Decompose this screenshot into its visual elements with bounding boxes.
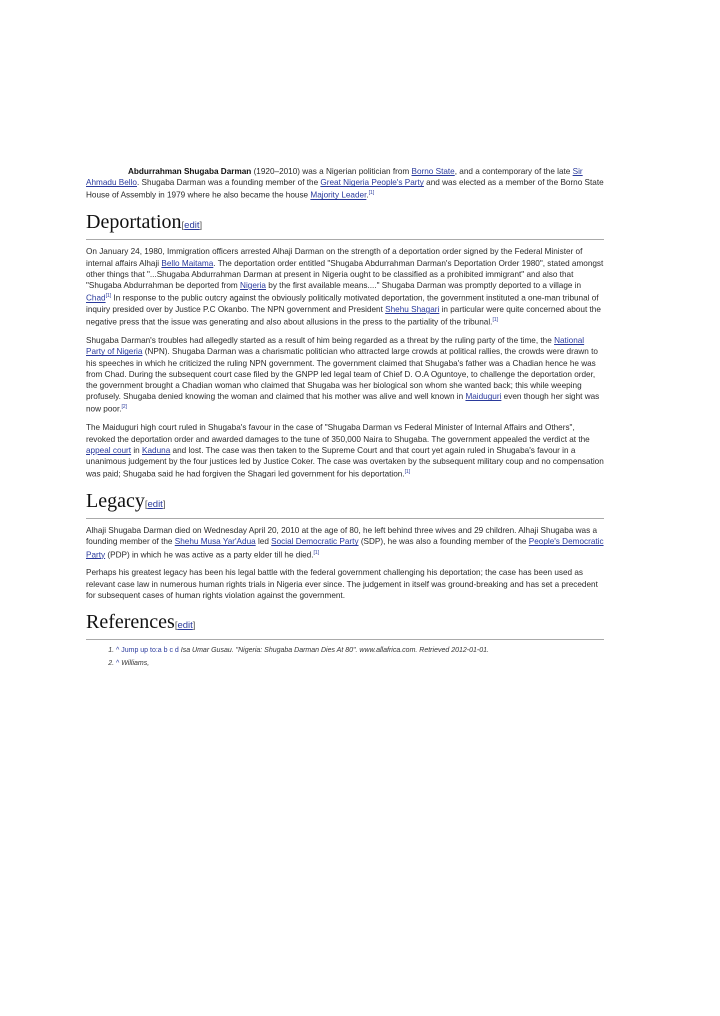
link-appeal-court[interactable]: appeal court: [86, 445, 132, 455]
legacy-paragraph-1: Alhaji Shugaba Darman died on Wednesday April 20, 2010 at the age of 80, he left behind three wives and 29 children. Alhaji Shugaba was a founding member of the Shehu Musa Yar'Adua led Social Democratic Party (SDP), he was also a founding member of the People's Democratic Party (PDP) in which he was active as a party elder till he died.[1]: [86, 526, 604, 560]
edit-section-deportation: [edit]: [181, 220, 203, 232]
link-nigeria[interactable]: Nigeria: [240, 280, 266, 290]
citation-ref[interactable]: [1]: [313, 549, 320, 556]
section-heading-legacy: Legacy[edit]: [86, 490, 604, 519]
section-heading-references: References[edit]: [86, 611, 604, 640]
edit-link[interactable]: edit: [184, 220, 200, 232]
deportation-paragraph-2: Shugaba Darman's troubles had allegedly started as a result of him being regarded as a threat by the ruling party of the time, the National Party of Nigeria (NPN). Shugaba Darman was a charismatic politician who attracted large crowds at political rallies, the crowds were drawn to his speeches in which he criticized the ruling NPN government. The government claimed that Shugaba's father was a Chadian hence he was from Chad. During the subsequent court case filed by the GNPP led legal team of Chief D. O.A Oguntoye, to challenge the deportation order, the government brought a Chadian woman who claimed that Shugaba was her biological son whom she wanted back; this while weeping profusely. Shugaba denied knowing the woman and claimed that his mother was alive and well known in Maiduguri even though her sight was now poor.[2]: [86, 336, 600, 415]
deportation-paragraph-1: On January 24, 1980, Immigration officers arrested Alhaji Darman on the strength of a deportation order signed by the Federal Minister of internal affairs Alhaji Bello Maitama. The deportation order entitled "Shugaba Abdurrahman Darman's Deportation Order 1980", stated amongst other things that "...Shugaba Abdurrahman Darman at present in Nigeria ought to be classified as a prohibited immigrant" and also that "Shugaba Abdurrahman be deported from Nigeria by the first available means...." Shugaba Darman was promptly deported to a village in Chad[1] In response to the public outcry against the obviously politically motivated deportation, the government instituted a one-man tribunal of inquiry presided over by Justice P.C Okanbo. The NPN government and President Shehu Shagari in particular were quite concerned about the negative press that the issue was generating and also about allusions in the press to the partiality of the tribunal.[1]: [86, 247, 604, 328]
section-heading-deportation: Deportation[edit]: [86, 211, 604, 240]
citation-ref[interactable]: [1]: [404, 469, 411, 476]
deportation-paragraph-3: The Maiduguri high court ruled in Shugaba's favour in the case of "Shugaba Darman vs Federal Minister of Internal Affairs and Others", revoked the deportation order and awarded damages to the tune of 350,000 Naira to Shugaba. The government appealed the verdict at the appeal court in Kaduna and lost. The case was then taken to the Supreme Court and that court yet again ruled in Shugaba's favour in a unanimous judgement by the four justices led by Justice Coker. The case was overtaken by the subsequent military coup and no compensation was paid; Shugaba said he had forgiven the Shagari led government for his deportation.[1]: [86, 423, 604, 479]
jump-up-link[interactable]: ^ Jump up to:a b c d: [116, 647, 181, 655]
edit-link[interactable]: edit: [147, 499, 163, 511]
reference-item: 2. ^ Williams,: [116, 659, 604, 669]
citation-ref[interactable]: [1]: [105, 293, 112, 300]
link-borno-state[interactable]: Borno State: [411, 167, 455, 176]
link-kaduna[interactable]: Kaduna: [142, 445, 171, 455]
link-maiduguri[interactable]: Maiduguri: [465, 392, 502, 402]
article-body: [86, 166, 604, 672]
intro-paragraph: Abdurrahman Shugaba Darman (1920–2010) was a Nigerian politician from Borno State, and a contemporary of the late Sir Ahmadu Bello. Shugaba Darman was a founding member of the Great Nigeria People's Party and was elected as a member of the Borno State House of Assembly in 1979 where he also became the house Majority Leader.[1]: [86, 167, 604, 201]
citation-ref[interactable]: [1]: [368, 190, 375, 197]
link-gnpp[interactable]: Great Nigeria People's Party: [320, 178, 424, 188]
link-majority-leader[interactable]: Majority Leader: [310, 191, 367, 201]
link-shehu-musa-yaradua[interactable]: Shehu Musa Yar'Adua: [174, 537, 256, 547]
reference-item: 1. ^ Jump up to:a b c d Isa Umar Gusau. "Nigeria: Shugaba Darman Dies At 80". www.allafrica.com. Retrieved 2012-01-01.: [116, 646, 604, 656]
link-pdp[interactable]: People's Democratic Party: [86, 537, 604, 560]
link-shehu-shagari[interactable]: Shehu Shagari: [385, 305, 440, 315]
link-chad[interactable]: Chad: [86, 293, 106, 303]
edit-section-legacy: [edit]: [144, 499, 166, 511]
link-npn[interactable]: National Party of Nigeria: [86, 336, 585, 357]
citation-ref[interactable]: [1]: [492, 317, 499, 324]
references-list: [86, 646, 604, 669]
link-bello-maitama[interactable]: Bello Maitama: [161, 258, 214, 268]
link-sir-ahmadu-bello[interactable]: Sir Ahmadu Bello: [86, 167, 583, 188]
subject-name: Abdurrahman Shugaba Darman: [128, 167, 252, 176]
citation-ref[interactable]: [2]: [121, 404, 128, 411]
jump-up-link[interactable]: ^: [116, 660, 122, 668]
legacy-paragraph-2: Perhaps his greatest legacy has been his legal battle with the federal government challenging his deportation; the case has been used as relevant case law in numerous human rights trials in Nigeria ever since. The judgement in itself was ground-breaking and has set a precedent for subsequent cases of human rights violation against the government.: [86, 568, 598, 600]
edit-link[interactable]: edit: [177, 620, 193, 632]
link-sdp[interactable]: Social Democratic Party: [271, 537, 359, 547]
edit-section-references: [edit]: [174, 620, 196, 632]
